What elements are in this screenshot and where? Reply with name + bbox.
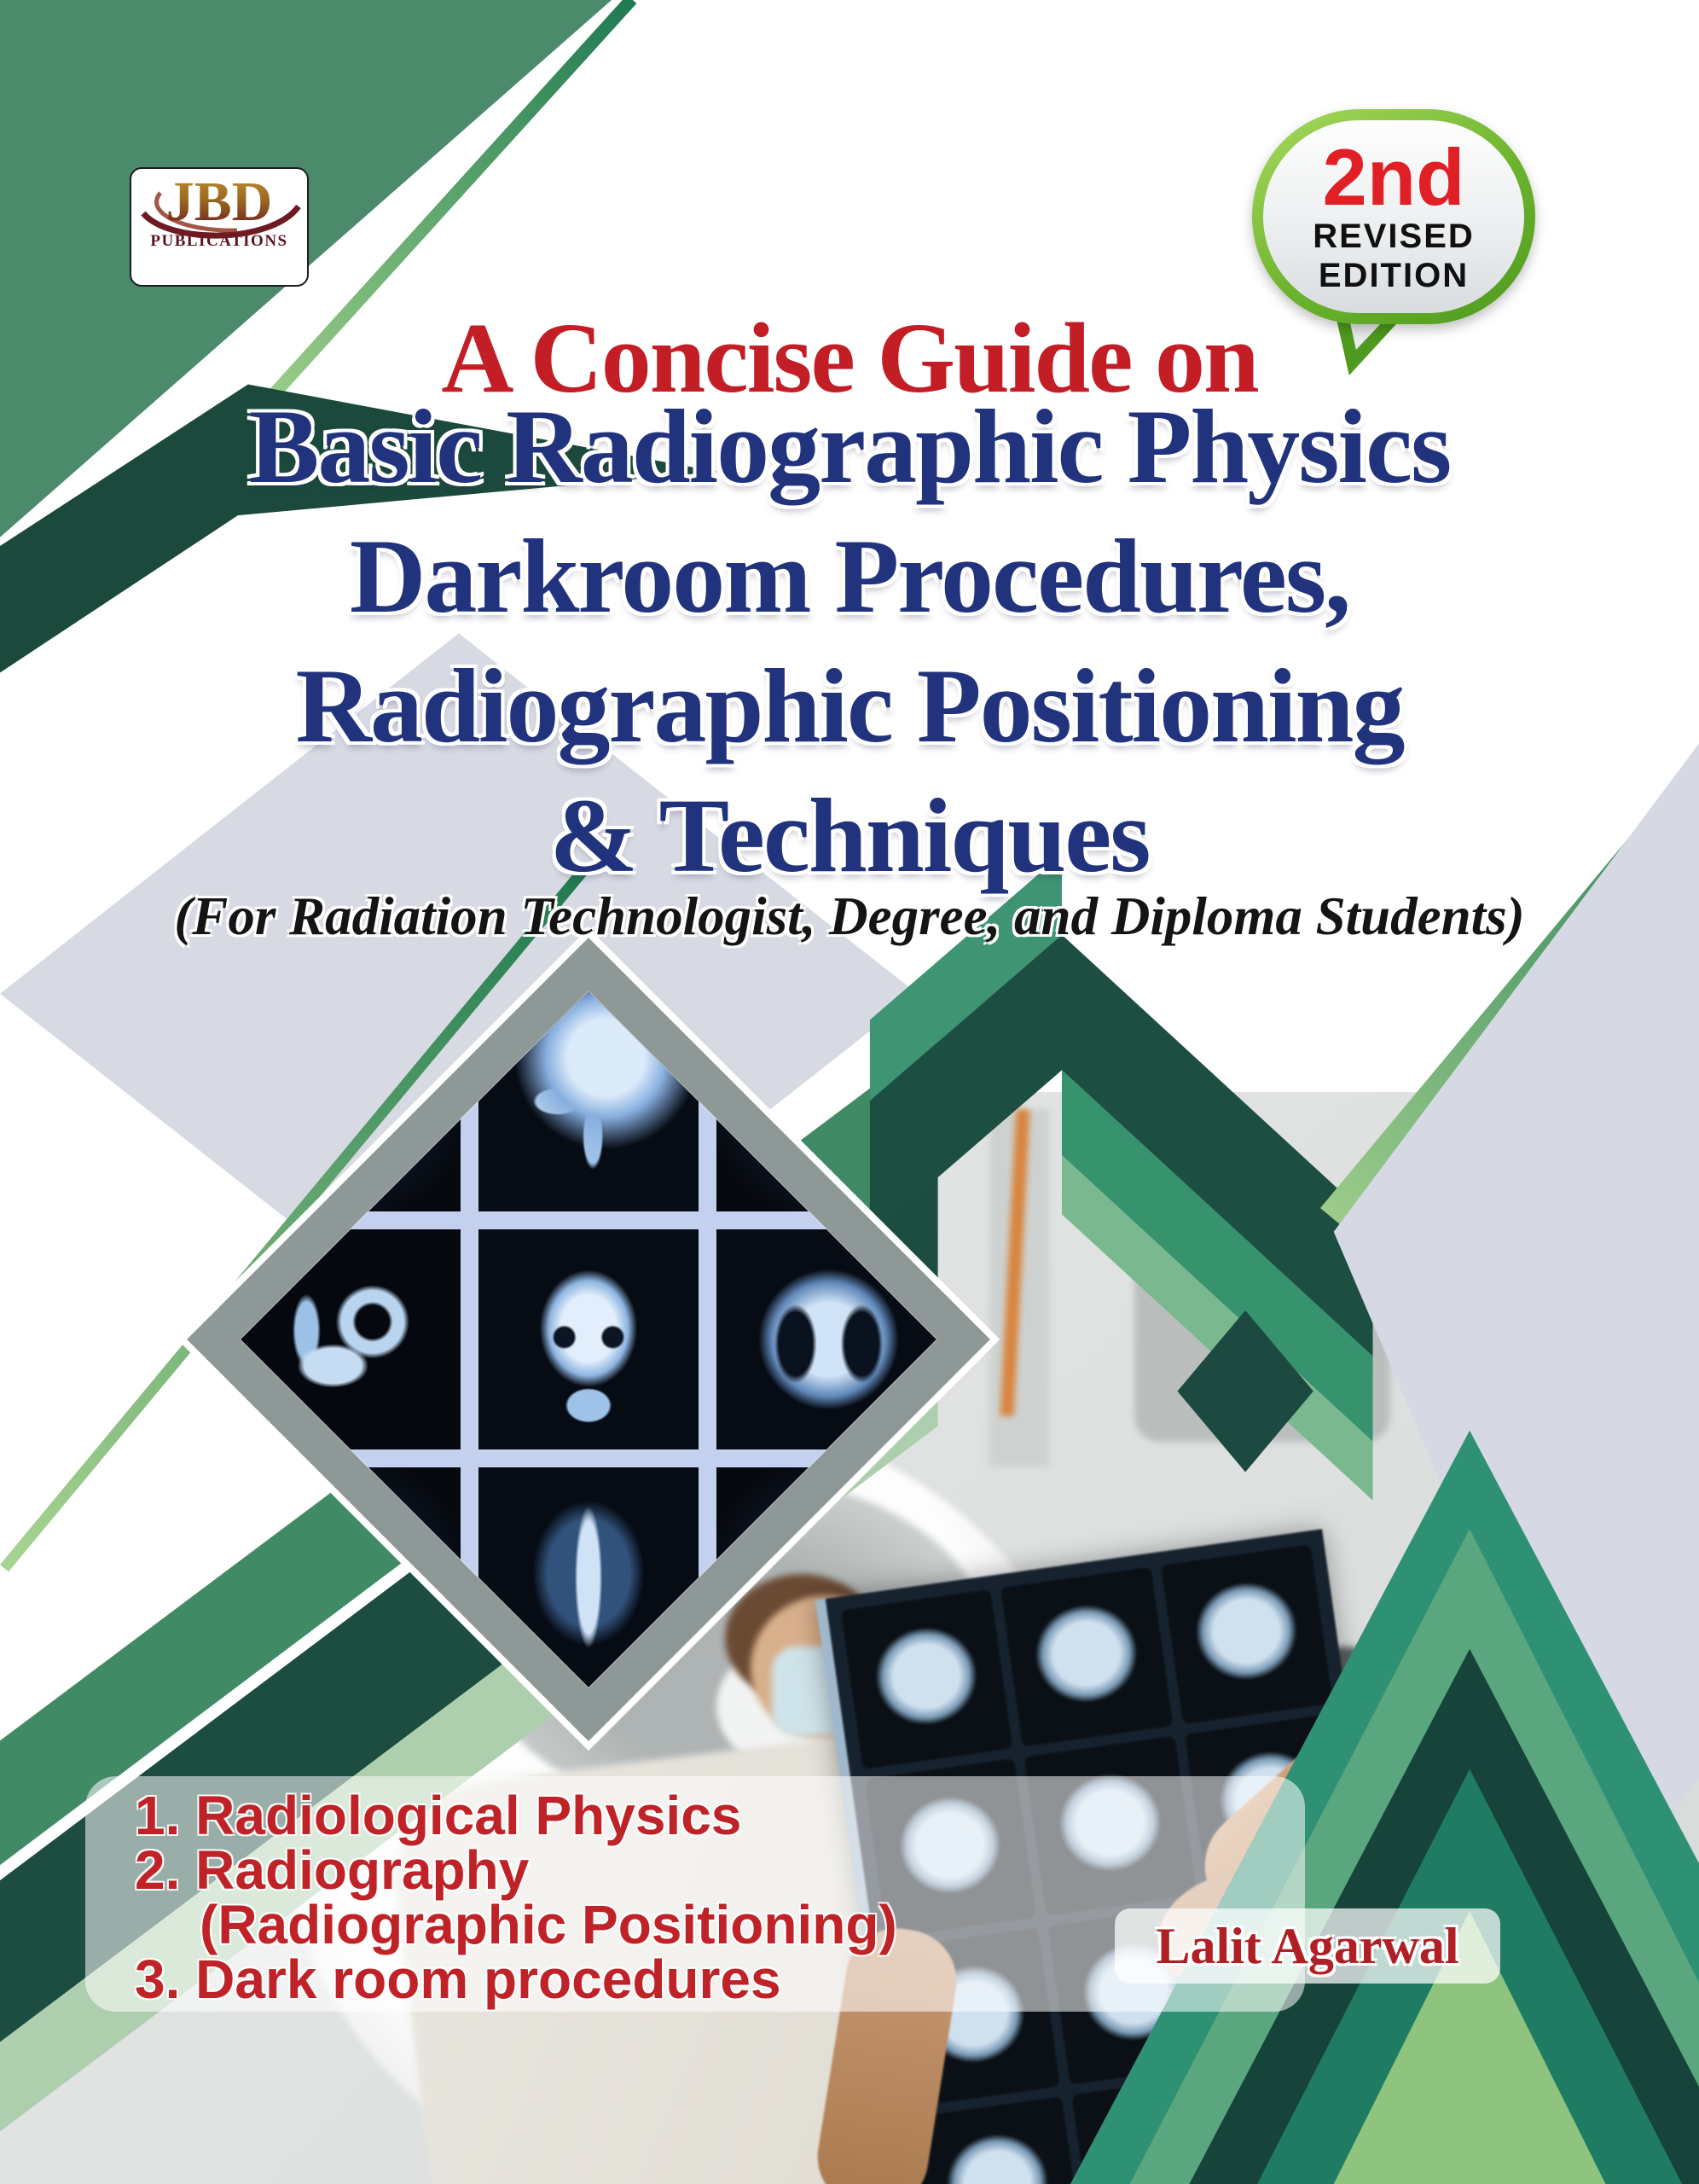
- contents-item-3: 3. Dark room procedures: [135, 1949, 781, 2010]
- badge-bubble: [1263, 120, 1524, 313]
- author-name-band: [1115, 1908, 1500, 1984]
- title-subtitle: (For Radiation Technologist, Degree, and Diploma Students): [174, 886, 1525, 946]
- badge-word-edition: EDITION: [1318, 257, 1470, 294]
- ct-slice-image: [1161, 1544, 1333, 1724]
- badge-edition-number: 2nd: [1322, 132, 1465, 222]
- title-line-1: Basic Radiographic Physics: [248, 388, 1451, 505]
- publisher-name: JBD: [131, 174, 307, 230]
- title-line-2: Darkroom Procedures,: [349, 518, 1350, 635]
- book-title: [0, 382, 1699, 901]
- title-line-4: & Techniques: [549, 777, 1150, 894]
- contents-item-1: 1. Radiological Physics: [135, 1785, 742, 1846]
- ct-slice-image: [1000, 1567, 1173, 1747]
- ct-slice-image: [912, 2096, 1084, 2184]
- title-line-3: Radiographic Positioning: [295, 648, 1404, 764]
- title-kicker: A Concise Guide on: [441, 302, 1258, 414]
- author-name: Lalit Agarwal: [1156, 1917, 1459, 1974]
- logo-swoosh-icon: [135, 188, 304, 247]
- ct-slice-image: [841, 1589, 1013, 1769]
- xray-skull-frontal-image: [478, 1229, 699, 1449]
- badge-word-revised: REVISED: [1313, 218, 1475, 255]
- edition-badge: [1252, 109, 1535, 324]
- contents-item-2b: (Radiographic Positioning): [200, 1894, 897, 1955]
- publisher-tagline: PUBLICATIONS: [150, 232, 288, 250]
- contents-item-2: 2. Radiography: [135, 1839, 530, 1901]
- publisher-logo: [130, 167, 309, 287]
